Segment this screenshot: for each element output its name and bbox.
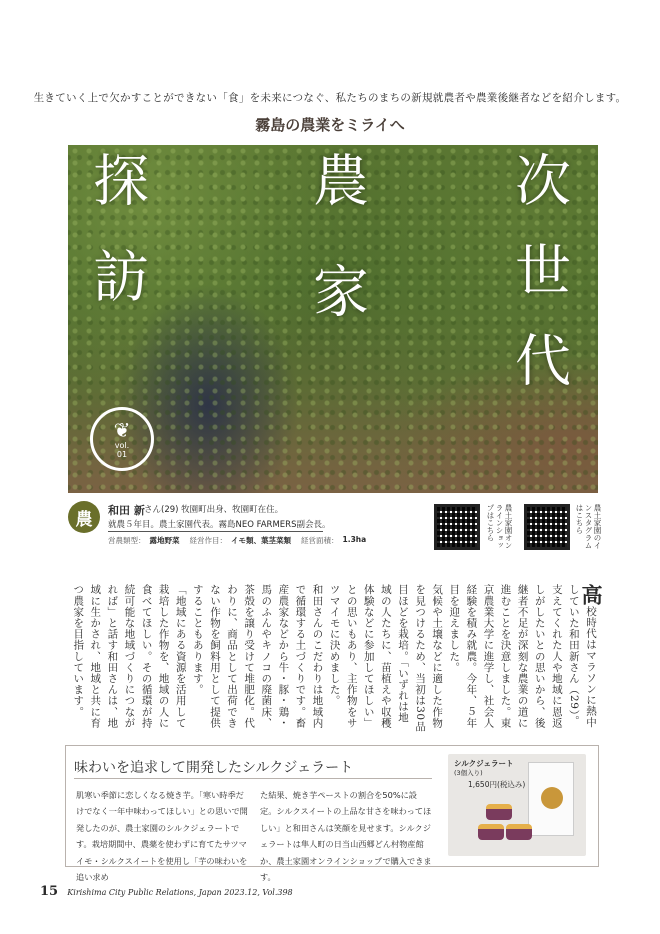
article-paragraph: 「地域にある資源を活用して栽培した作物を、地域の人に食べてほしい。その循環が持続可能な地域づくりにつながれば」と話す和田さんは、地域に生かされ、地域と共に育つ農家を目指しています。 xyxy=(72,584,187,729)
emblem-vol: vol. xyxy=(114,441,130,450)
stat-key: 経営面積： xyxy=(301,536,339,545)
stat-key: 経営作目： xyxy=(189,536,227,545)
shop-qr-code-icon[interactable] xyxy=(434,504,480,550)
shop-qr-label: 農土家園オンラインショップはこちら xyxy=(486,504,513,549)
farmer-name: 和田 新 xyxy=(108,504,145,517)
gelato-cup xyxy=(478,824,504,840)
stat-key: 営農類型： xyxy=(108,536,146,545)
farmer-origin: さん(29) 牧園町出身、牧園町在住。 xyxy=(144,505,284,515)
farm-logo-icon: 農 xyxy=(68,501,100,533)
publication-info: Kirishima City Public Relations, Japan 2023.12, Vol.398 xyxy=(67,888,293,897)
title-tanbo: 探訪 xyxy=(84,151,149,343)
product-price: 1,650円(税込み) xyxy=(468,780,526,789)
page-number: 15 xyxy=(40,884,59,899)
gelato-cup xyxy=(486,804,512,820)
gelato-col-2: た結果、焼き芋ペーストの割合を50%に設定。シルクスイートの上品な甘さを味わってほしい」と和田さんは笑顔を見せます。シルクジェラートは隼人町の日当山西郷どん村物産館か、農土家園オンラインショップで購入できます。 xyxy=(260,790,432,883)
stat-value: 露地野菜 xyxy=(149,536,180,545)
page-footer xyxy=(40,884,293,899)
title-jisedai: 次世代 xyxy=(506,151,571,421)
farmer-photo xyxy=(68,145,598,493)
farmer-career: 就農５年目。農土家園代表。霧島NEO FARMERS副会長。 xyxy=(108,520,331,530)
farm-stats xyxy=(108,535,372,546)
gelato-product-image xyxy=(448,754,586,856)
profile-divider xyxy=(108,531,323,532)
stat-value: 1.3ha xyxy=(342,535,367,544)
instagram-qr-code-icon[interactable] xyxy=(524,504,570,550)
gelato-title-rule xyxy=(74,778,432,779)
article-paragraph: 和田さんのこだわりは地域内で循環する土づくりです。畜産農家などから牛・豚・鶏・馬のふんやキノコの廃菌床、茶殻を譲り受けて堆肥化。代わりに、商品として出荷できない作物を飼料用として提供することもあります。 xyxy=(191,584,324,729)
product-quantity: (3個入り) xyxy=(454,769,483,777)
stat-value: イモ類、葉茎菜類 xyxy=(231,536,291,545)
gelato-package xyxy=(528,762,574,836)
drop-cap: 高 xyxy=(579,584,604,606)
article-paragraph: 気候や土壌などに適した作物を見つけるため、当初は30品目ほどを栽培。「いずれは地域の人たちに、苗植えや収穫体験などに参加してほしい」との思いもあり、主作物をサツマイモに決めました。 xyxy=(328,584,444,732)
article-paragraph: 高校時代はマラソンに熱中していた和田新さん（29）。支えてくれた人や地域に恩返しがしたいとの思いから、後継者不足が深刻な農業の道に進むことを決意しました。東京農業大学に進学し、社会人経験を積み就農。今年、５年目を迎えました。 xyxy=(448,584,604,729)
product-name: シルクジェラート xyxy=(454,759,514,768)
article-body xyxy=(66,584,604,734)
instagram-qr-label: 農土家園のインスタグラムはこちら xyxy=(575,504,602,549)
gelato-col-1: 肌寒い季節に恋しくなる焼き芋。「寒い時季だけでなく一年中味わってほしい」との思いで開発したのが、農土家園のシルクジェラートです。栽培期間中、農薬を使わずに育てたサツマイモ・シルクスイートを使用し「芋の味わいを追い求め xyxy=(76,790,248,883)
title-nouka: 農家 xyxy=(304,151,369,373)
intro-text: 生きていく上で欠かすことができない「食」を未来につなぐ、私たちのまちの新規就農者や農業後継者などを紹介します。 xyxy=(33,92,627,104)
gelato-title: 味わいを追求して開発したシルクジェラート xyxy=(74,760,354,776)
gelato-cup xyxy=(506,824,532,840)
section-heading: 霧島の農業をミライへ xyxy=(255,116,405,134)
series-emblem xyxy=(90,407,154,471)
package-logo-icon xyxy=(541,787,563,809)
emblem-number: 01 xyxy=(116,450,128,459)
sprout-icon: ❦ xyxy=(113,418,131,442)
